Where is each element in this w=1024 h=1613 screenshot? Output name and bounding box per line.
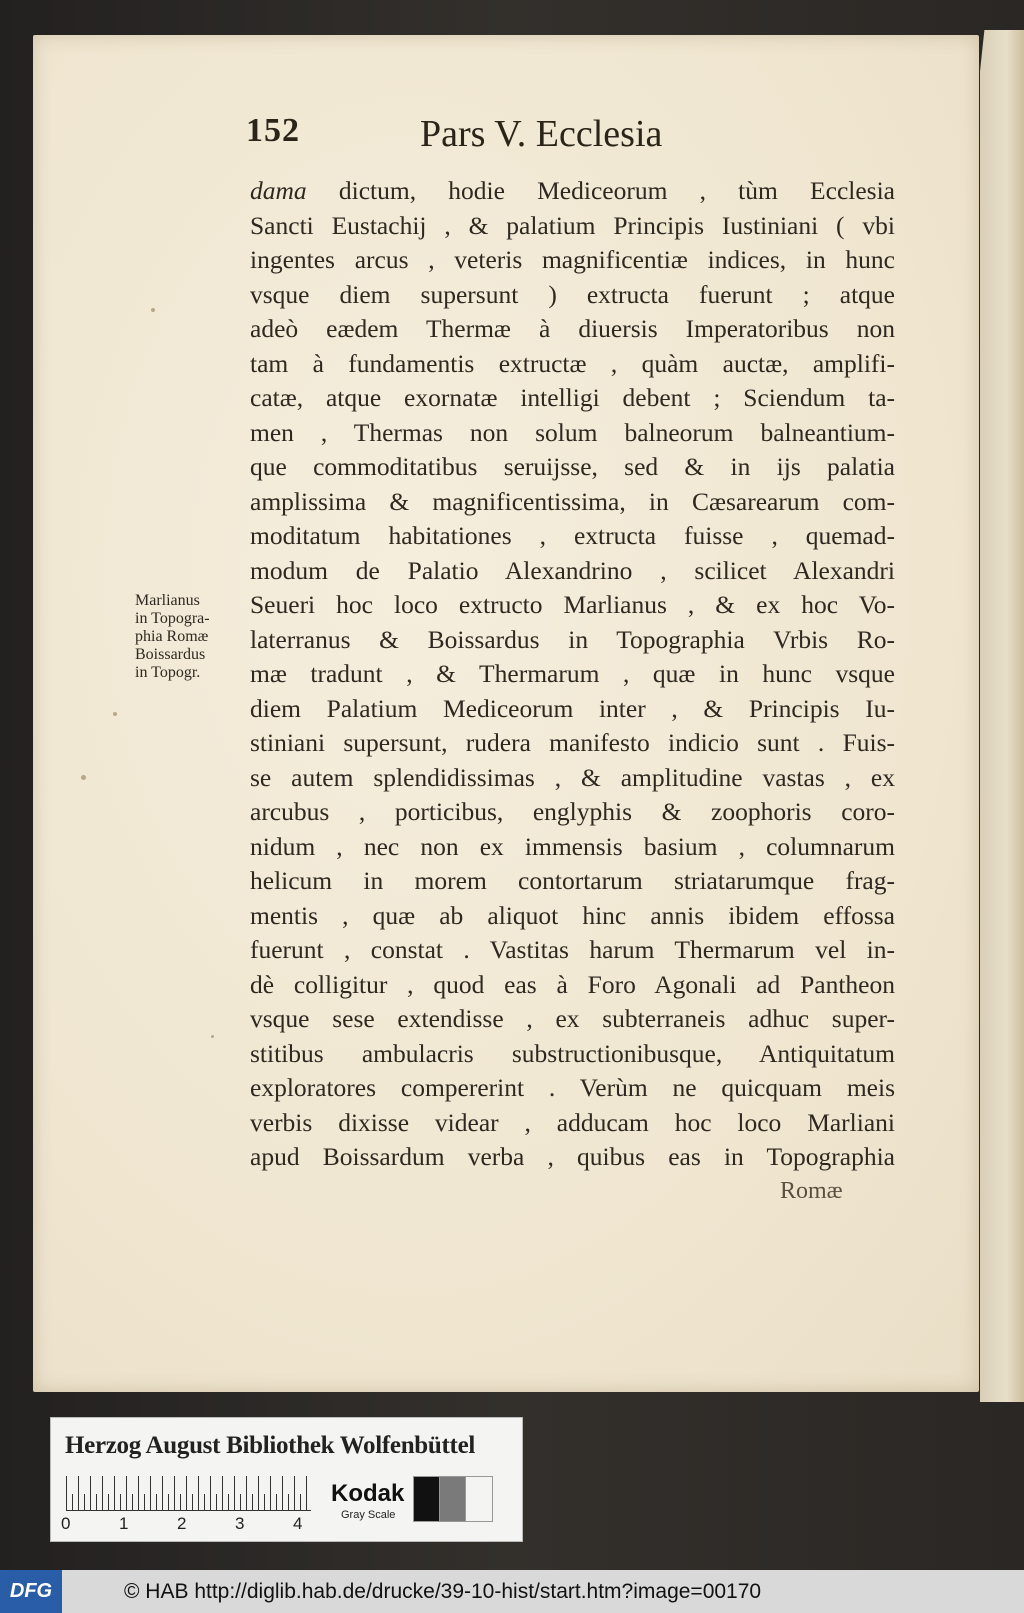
text-line: diem Palatium Mediceorum inter , & Principis Iu- [250, 693, 895, 723]
text-line: helicum in morem contortarum striatarumque frag- [250, 866, 895, 895]
text-line: fuerunt , constat . Vastitas harum Thermarum vel in- [250, 935, 895, 964]
ruler-number: 3 [235, 1514, 245, 1533]
footer-bar [0, 1570, 1024, 1613]
dfg-logo: DFG [0, 1570, 62, 1613]
library-name: Herzog August Bibliothek Wolfenbüttel [65, 1432, 476, 1459]
page-header [0, 112, 1024, 162]
footer-copyright-link[interactable]: © HAB http://diglib.hab.de/drucke/39-10-hist/start.htm?image=00170 [124, 1580, 762, 1603]
margin-note-line: in Topogr. [135, 664, 201, 681]
text-line: moditatum habitationes , extructa fuisse , quemad- [250, 521, 895, 550]
ruler-number: 2 [177, 1514, 187, 1533]
text-line: nidum , nec non ex immensis basium , columnarum [250, 831, 895, 861]
text-line: amplissima & magnificentissima, in Cæsarearum com- [250, 486, 895, 516]
text-line: laterranus & Boissardus in Topographia Vrbis Ro- [250, 624, 895, 654]
paper-spot [81, 775, 86, 780]
text-line: adeò eædem Thermæ à diuersis Imperatoribus non [250, 314, 895, 343]
gray-swatch [439, 1476, 467, 1522]
catchword: Romæ [780, 1178, 843, 1204]
text-line: arcubus , porticibus, englyphis & zoophoris coro- [250, 797, 895, 826]
text-line: stitibus ambulacris substructionibusque, Antiquitatum [250, 1038, 895, 1068]
gray-swatch [465, 1476, 493, 1522]
text-line: dama dictum, hodie Mediceorum , tùm Ecclesia [250, 176, 895, 205]
text-line: vsque diem supersunt ) extructa fuerunt ; atque [250, 279, 895, 309]
text-line: que commoditatibus seruijsse, sed & in ijs palatia [250, 452, 895, 481]
text-line: Seueri hoc loco extructo Marlianus , & ex hoc Vo- [250, 590, 895, 619]
margin-note [135, 592, 243, 682]
margin-note-line: phia Romæ [135, 628, 209, 645]
text-line: modum de Palatio Alexandrino , scilicet Alexandri [250, 555, 895, 585]
ruler-number: 1 [119, 1514, 129, 1533]
text-line: stiniani supersunt, rudera manifesto indicio sunt . Fuis- [250, 728, 895, 757]
text-line: men , Thermas non solum balneorum balneantium- [250, 417, 895, 447]
text-line: verbis dixisse videar , adducam hoc loco Marliani [250, 1107, 895, 1137]
text-line: exploratores compererint . Verùm ne quicquam meis [250, 1073, 895, 1102]
text-line: vsque sese extendisse , ex subterraneis adhuc super- [250, 1004, 895, 1033]
margin-note-line: in Topogra- [135, 610, 210, 627]
text-line: dè colligitur , quod eas à Foro Agonali ad Pantheon [250, 969, 895, 999]
margin-note-line: Boissardus [135, 646, 206, 663]
text-line: se autem splendidissimas , & amplitudine vastas , ex [250, 762, 895, 792]
text-line: tam à fundamentis extructæ , quàm auctæ, amplifi- [250, 348, 895, 378]
text-line: ingentes arcus , veteris magnificentiæ indices, in hunc [250, 245, 895, 274]
ruler-number: 4 [293, 1514, 303, 1533]
paper-spot [151, 308, 155, 312]
text-line: apud Boissardum verba , quibus eas in Topographia [250, 1142, 895, 1171]
paper-spot [113, 712, 117, 716]
page-number: 152 [246, 112, 300, 149]
gray-scale-label: Gray Scale [341, 1509, 396, 1521]
gray-swatch [413, 1476, 441, 1522]
text-line: mentis , quæ ab aliquot hinc annis ibidem effossa [250, 900, 895, 930]
text-line: Sancti Eustachij , & palatium Principis Iustiniani ( vbi [250, 210, 895, 240]
color-target-card [50, 1417, 523, 1542]
ruler-number: 0 [61, 1514, 71, 1533]
margin-note-line: Marlianus [135, 592, 200, 609]
scale-ruler [66, 1476, 311, 1511]
text-line: mæ tradunt , & Thermarum , quæ in hunc vsque [250, 659, 895, 688]
body-text [250, 174, 895, 1175]
adjacent-page-edge [980, 30, 1024, 1402]
running-head: Pars V. Ecclesia [420, 113, 663, 155]
kodak-label: Kodak [331, 1480, 405, 1507]
text-line: catæ, atque exornatæ intelligi debent ; Sciendum ta- [250, 383, 895, 412]
paper-spot [211, 1035, 214, 1038]
